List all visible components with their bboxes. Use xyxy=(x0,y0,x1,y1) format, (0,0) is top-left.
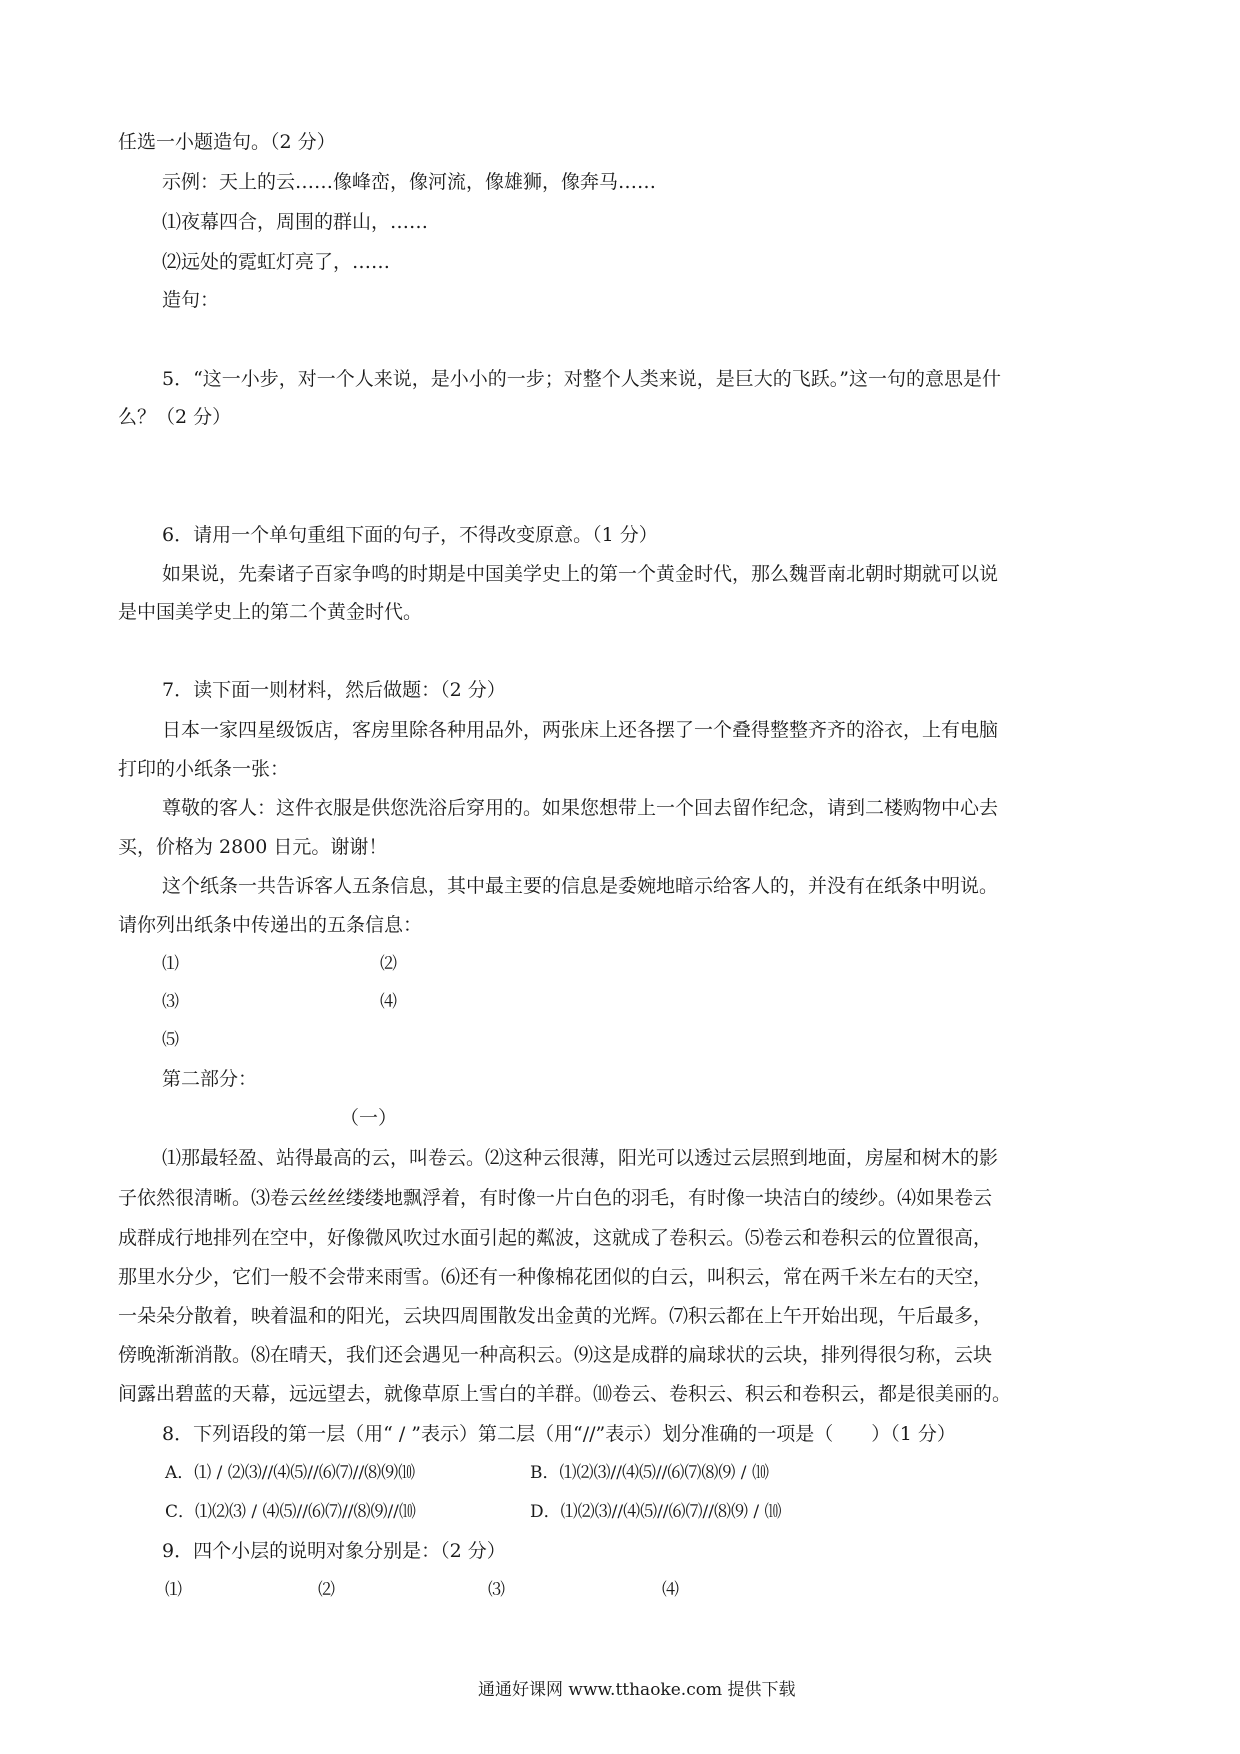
passage-line-5: 一朵朵分散着，映着温和的阳光，云块四周围散发出金黄的光辉。⑺积云都在上午开始出现，午后最多， xyxy=(118,1305,993,1327)
section-number: （一） xyxy=(340,1107,398,1129)
passage-line-3: 成群成行地排列在空中，好像微风吹过水面引起的粼波，这就成了卷积云。⑸卷云和卷积云的位置很高， xyxy=(118,1227,993,1249)
page-footer: 通通好课网 www.tthaoke.com 提供下载 xyxy=(478,1680,796,1700)
passage-line-4: 那里水分少，它们一般不会带来雨雪。⑹还有一种像棉花团似的白云，叫积云，常在两千米左右的天空， xyxy=(118,1266,993,1288)
q5-line-1: 5．“这一小步，对一个人来说，是小小的一步；对整个人类来说，是巨大的飞跃。”这一句的意思是什 xyxy=(162,368,1002,390)
q7-p2-line-2: 买，价格为 2800 日元。谢谢！ xyxy=(118,836,388,858)
q9-blank-3: ⑶ xyxy=(488,1580,505,1600)
q4-answer-label: 造句： xyxy=(162,289,220,311)
passage-line-2: 子依然很清晰。⑶卷云丝丝缕缕地飘浮着，有时像一片白色的羽毛，有时像一块洁白的绫纱。⑷如果卷云 xyxy=(118,1187,993,1209)
q4-item-2: ⑵远处的霓虹灯亮了，…… xyxy=(162,251,391,273)
q7-blank-5: ⑸ xyxy=(162,1030,179,1050)
q6-line-2: 是中国美学史上的第二个黄金时代。 xyxy=(118,601,423,623)
q7-p1-line-1: 日本一家四星级饭店，客房里除各种用品外，两张床上还各摆了一个叠得整整齐齐的浴衣，上有电脑 xyxy=(162,719,999,741)
q7-p1-line-2: 打印的小纸条一张： xyxy=(118,758,290,780)
q7-blank-2: ⑵ xyxy=(380,954,397,974)
q4-example: 示例：天上的云……像峰峦，像河流，像雄狮，像奔马…… xyxy=(162,171,657,193)
q9-blank-2: ⑵ xyxy=(318,1580,335,1600)
q6-line-1: 如果说，先秦诸子百家争鸣的时期是中国美学史上的第一个黄金时代，那么魏晋南北朝时期就可以说 xyxy=(162,563,999,585)
q7-p2-line-1: 尊敬的客人：这件衣服是供您洗浴后穿用的。如果您想带上一个回去留作纪念，请到二楼购物中心去 xyxy=(162,797,999,819)
q7-title: 7．读下面一则材料，然后做题：（2 分） xyxy=(162,679,506,701)
q7-p3-line-2: 请你列出纸条中传递出的五条信息： xyxy=(118,914,423,936)
q9-blank-4: ⑷ xyxy=(662,1580,679,1600)
passage-line-1: ⑴那最轻盈、站得最高的云，叫卷云。⑵这种云很薄，阳光可以透过云层照到地面，房屋和树木的影 xyxy=(162,1147,999,1169)
q8-option-a: A．⑴ / ⑵⑶//⑷⑸//⑹⑺//⑻⑼⑽ xyxy=(165,1463,416,1483)
passage-line-7: 间露出碧蓝的天幕，远远望去，就像草原上雪白的羊群。⑽卷云、卷积云、积云和卷积云，都是很美丽的。 xyxy=(118,1383,1012,1405)
q4-item-1: ⑴夜幕四合，周围的群山，…… xyxy=(162,211,429,233)
q8-option-b: B．⑴⑵⑶//⑷⑸//⑹⑺⑻⑼ / ⑽ xyxy=(530,1463,769,1483)
q4-prompt: 任选一小题造句。（2 分） xyxy=(118,131,336,153)
passage-line-6: 傍晚渐渐消散。⑻在晴天，我们还会遇见一种高积云。⑼这是成群的扁球状的云块，排列得很匀称，云块 xyxy=(118,1344,993,1366)
q8-option-c: C．⑴⑵⑶ / ⑷⑸//⑹⑺//⑻⑼//⑽ xyxy=(165,1502,416,1522)
q7-blank-1: ⑴ xyxy=(162,954,179,974)
q7-blank-3: ⑶ xyxy=(162,992,179,1012)
q8-option-d: D．⑴⑵⑶//⑷⑸//⑹⑺//⑻⑼ / ⑽ xyxy=(530,1502,782,1522)
q9-blank-1: ⑴ xyxy=(165,1580,182,1600)
q6-title: 6．请用一个单句重组下面的句子，不得改变原意。（1 分） xyxy=(162,524,658,546)
q8-title: 8．下列语段的第一层（用“ / ”表示）第二层（用“//”表示）划分准确的一项是（ ）（1 分） xyxy=(162,1423,956,1445)
q5-line-2: 么？（2 分） xyxy=(118,406,232,428)
q7-blank-4: ⑷ xyxy=(380,992,397,1012)
q7-p3-line-1: 这个纸条一共告诉客人五条信息，其中最主要的信息是委婉地暗示给客人的，并没有在纸条中明说。 xyxy=(162,875,999,897)
q9-title: 9．四个小层的说明对象分别是：（2 分） xyxy=(162,1540,506,1562)
part2-heading: 第二部分： xyxy=(162,1068,258,1090)
